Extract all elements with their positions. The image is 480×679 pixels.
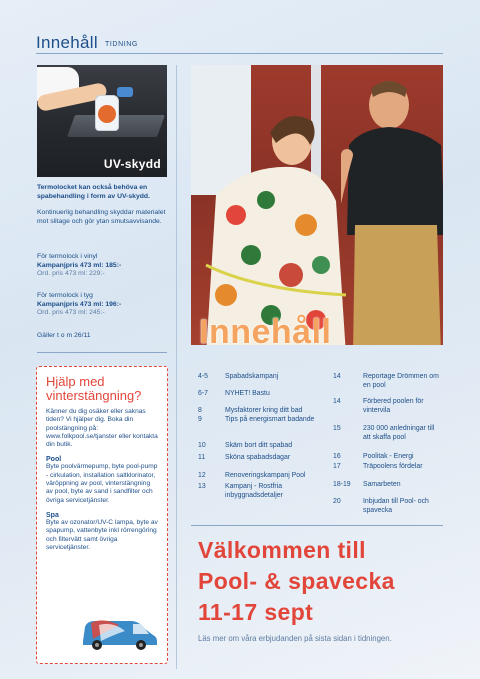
toc-entry-title: Tips på energismart badande bbox=[225, 416, 315, 423]
price-label: För termolock i tyg bbox=[37, 292, 93, 299]
photo-woman bbox=[196, 105, 346, 345]
toc-page-number: 13 bbox=[198, 483, 206, 490]
toc-page-number: 14 bbox=[333, 398, 341, 405]
toc-entry-title: Spabadskampanj bbox=[225, 373, 279, 380]
toc-entry-title: 230 000 anledningar till att skaffa pool bbox=[363, 425, 435, 441]
left-divider bbox=[37, 352, 167, 353]
toc-entry-title: Poolitak - Energi bbox=[363, 453, 414, 460]
toc-divider bbox=[191, 525, 443, 526]
toc-page-number: 17 bbox=[333, 463, 341, 470]
toc-entry-title: Reportage Drömmen om en pool bbox=[363, 373, 439, 389]
toc-entry-title: Träpoolens fördelar bbox=[363, 463, 423, 470]
toc-entry-title: Renoveringskampanj Pool bbox=[225, 472, 306, 479]
toc-entry-title: Skäm bort ditt spabad bbox=[225, 442, 293, 449]
spray-nozzle bbox=[117, 87, 133, 97]
column-divider bbox=[176, 65, 177, 669]
toc-page-number: 6-7 bbox=[198, 390, 208, 397]
campaign-price: Kampanjpris 473 ml: 185:- bbox=[37, 261, 122, 269]
toc-page-number: 16 bbox=[333, 453, 341, 460]
welcome-subtext: Läs mer om våra erbjudanden på sista sidan i tidningen. bbox=[198, 634, 392, 643]
service-van-icon bbox=[79, 615, 159, 653]
toc-page-number: 12 bbox=[198, 472, 206, 479]
uv-continuous-text: Kontinuerlig behandling skyddar materialet mot slitage och gör ytan smutsavvisande. bbox=[37, 209, 166, 225]
section-label: TIDNING bbox=[105, 41, 138, 48]
toc-page-number: 9 bbox=[198, 416, 202, 423]
uv-photo-label: UV-skydd bbox=[103, 157, 161, 171]
uv-intro-text: Termolocket kan också behöva en spabehandling i form av UV-skydd. bbox=[37, 184, 150, 200]
welcome-line-1: Välkommen till bbox=[198, 537, 366, 563]
bottle-label bbox=[98, 105, 116, 123]
toc-entry-title: Samarbeten bbox=[363, 481, 401, 488]
price-block-fabric bbox=[37, 292, 169, 318]
toc-page-number: 11 bbox=[198, 454, 206, 461]
ordinary-price: Ord. pris 473 ml: 229:- bbox=[37, 270, 105, 278]
photo-man bbox=[341, 75, 443, 345]
ribbon-cutting-photo bbox=[191, 65, 443, 345]
campaign-price: Kampanjpris 473 ml: 196:- bbox=[37, 300, 122, 308]
winter-closing-help-box bbox=[36, 366, 168, 664]
toc-page-number: 20 bbox=[333, 498, 341, 505]
help-box-title: Hjälp med vinterstängning? bbox=[46, 374, 142, 403]
toc-page-number: 14 bbox=[333, 373, 341, 380]
welcome-dates: 11-17 sept bbox=[198, 599, 314, 625]
uv-protection-photo bbox=[37, 65, 167, 177]
toc-page-number: 10 bbox=[198, 442, 206, 449]
toc-entry-title: Sköna spabadsdagar bbox=[225, 454, 291, 461]
spa-services-text: Byte av ozonator/UV-C lampa, byte av spapump, vattenbyte inkl rörrengöring och filtervätt samt övriga servicetjänster. bbox=[46, 518, 158, 551]
toc-entry-title: NYHET! Bastu bbox=[225, 390, 270, 397]
toc-page-number: 15 bbox=[333, 425, 341, 432]
page-title: Innehåll bbox=[36, 33, 98, 52]
toc-entry-title: Kampanj - Rostfria inbyggnadsdetaljer bbox=[225, 483, 283, 499]
toc-entry-title: Förbered poolen för vintervila bbox=[363, 398, 424, 414]
ordinary-price: Ord. pris 473 ml: 245:- bbox=[37, 309, 105, 317]
toc-entry-title: Inbjudan till Pool- och spavecka bbox=[363, 498, 429, 514]
toc-page-number: 18-19 bbox=[333, 481, 351, 488]
cover-word-innehall: Innehåll bbox=[199, 313, 332, 345]
pool-heading: Pool bbox=[46, 456, 62, 464]
welcome-line-2: Pool- & spavecka bbox=[198, 568, 395, 594]
price-label: För termolock i vinyl bbox=[37, 253, 98, 260]
pool-services-text: Byte poolvärmepump, byte pool-pump - cirkulation, installation saltklorinator, väröppning av pool, vinterstängning av pool, byte av sand i sandfilter och övriga servicetjänster. bbox=[46, 463, 158, 504]
toc-page-number: 8 bbox=[198, 407, 202, 414]
help-box-intro: Känner du dig osäker eller saknas tiden? Vi hjälper dig. Boka din poolstängning på: www.folkpool.se/tjanster eller kontakta din butik. bbox=[46, 408, 158, 449]
toc-page-number: 4-5 bbox=[198, 373, 208, 380]
header-divider bbox=[36, 53, 443, 54]
toc-entry-title: Mysfaktorer kring ditt bad bbox=[225, 407, 303, 414]
spa-heading: Spa bbox=[46, 511, 59, 519]
price-block-vinyl bbox=[37, 253, 169, 279]
validity-text: Gäller t o m 26/11 bbox=[37, 332, 91, 339]
